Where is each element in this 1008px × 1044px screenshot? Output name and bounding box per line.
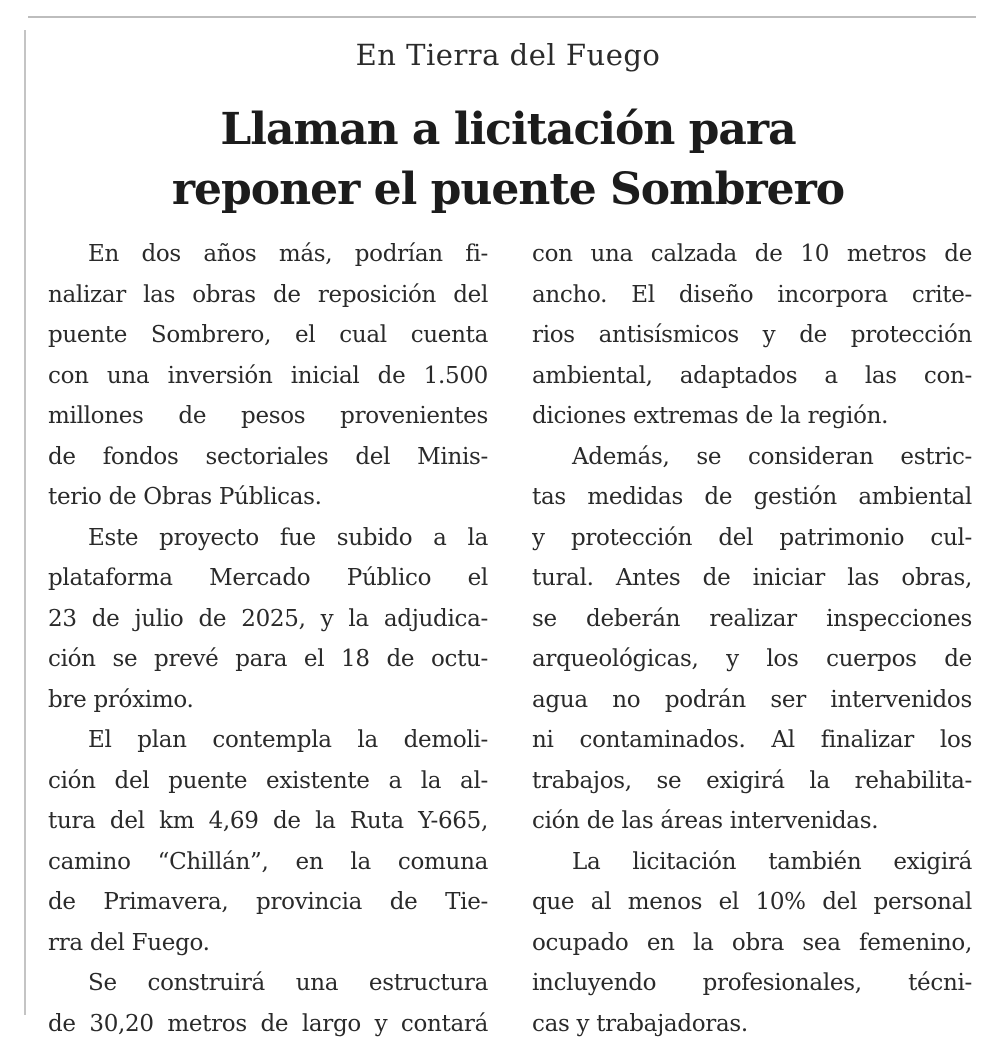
body-line: 23 de julio de 2025, y la adjudica- [48,605,488,632]
body-line: millones de pesos provenientes [48,403,488,429]
body-line: y protección del patrimonio cul- [532,524,972,551]
body-line: bre próximo. [48,686,194,713]
body-line: tural. Antes de iniciar las obras, [532,565,972,591]
body-line: Además, se consideran estric- [572,443,972,470]
body-line: arqueológicas, y los cuerpos de [532,646,972,672]
body-line: camino “Chillán”, en la comuna [48,848,488,875]
body-line: La licitación también exigirá [572,848,972,875]
body-line: ción se prevé para el 18 de octu- [48,646,488,672]
top-rule [28,16,976,18]
article-column-2 [532,234,972,1044]
body-line: con una calzada de 10 metros de [532,241,972,267]
body-line: rios antisísmicos y de protección [532,322,972,348]
body-line: ancho. El diseño incorpora crite- [532,281,972,308]
body-line: rra del Fuego. [48,929,210,956]
body-line: incluyendo profesionales, técni- [532,970,972,996]
body-line: ambiental, adaptados a las con- [532,362,972,389]
body-line: tas medidas de gestión ambiental [532,484,972,510]
headline-line-1: Llaman a licitación para [220,104,796,155]
body-line: ción del puente existente a la al- [48,767,488,794]
body-line: que al menos el 10% del personal [532,889,972,915]
body-line: ocupado en la obra sea femenino, [532,929,972,956]
body-line: se deberán realizar inspecciones [532,605,972,632]
article-headline [0,100,1008,220]
body-line: Este proyecto fue subido a la [88,524,488,551]
body-line: ni contaminados. Al finalizar los [532,727,972,753]
body-line: cas y trabajadoras. [532,1010,748,1037]
body-line: de 30,20 metros de largo y contará [48,1010,488,1037]
body-line: terio de Obras Públicas. [48,484,322,510]
body-line: de Primavera, provincia de Tie- [48,889,488,915]
body-line: diciones extremas de la región. [532,403,889,429]
body-line: En dos años más, podrían fi- [88,241,488,267]
body-line: agua no podrán ser intervenidos [532,686,972,713]
body-line: tura del km 4,69 de la Ruta Y-665, [48,808,488,834]
body-line: trabajos, se exigirá la rehabilita- [532,767,972,794]
body-line: con una inversión inicial de 1.500 [48,362,488,389]
article-column-1 [48,234,488,1044]
body-line: plataforma Mercado Público el [48,565,488,591]
body-line: ción de las áreas intervenidas. [532,808,879,834]
body-line: Se construirá una estructura [88,970,488,996]
article-kicker: En Tierra del Fuego [355,38,661,72]
body-line: nalizar las obras de reposición del [48,281,488,308]
headline-line-2: reponer el puente Sombrero [171,164,845,215]
body-line: El plan contempla la demoli- [88,727,488,753]
body-line: puente Sombrero, el cual cuenta [48,322,488,348]
body-line: de fondos sectoriales del Minis- [48,443,488,470]
